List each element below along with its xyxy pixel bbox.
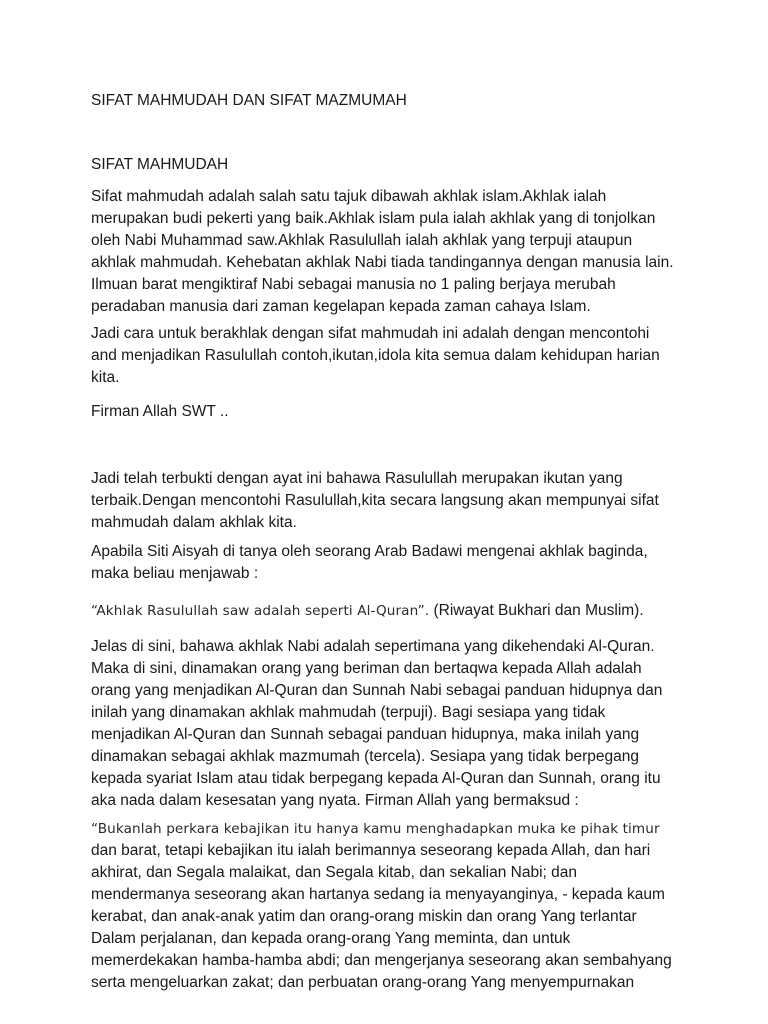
quote-text: “Akhlak Rasulullah saw adalah seperti Al-Quran”. (91, 603, 430, 619)
paragraph-line: merupakan budi pekerti yang baik.Akhlak islam pula ialah akhlak yang di tonjolkan (91, 210, 656, 227)
paragraph-line: peradaban manusia dari zaman kegelapan kepada zaman cahaya Islam. (91, 298, 591, 315)
paragraph-line: Maka di sini, dinamakan orang yang beriman dan bertaqwa kepada Allah adalah (91, 660, 642, 677)
paragraph-line: Dalam perjalanan, dan kepada orang-orang Yang meminta, dan untuk (91, 930, 571, 947)
paragraph-line: menjadikan Al-Quran dan Sunnah sebagai panduan hidupnya, maka inilah yang (91, 726, 640, 743)
paragraph-line: Jadi telah terbukti dengan ayat ini bahawa Rasulullah merupakan ikutan yang (91, 470, 623, 487)
paragraph-line: terbaik.Dengan mencontohi Rasulullah,kita secara langsung akan mempunyai sifat (91, 492, 659, 509)
paragraph-line: and menjadikan Rasulullah contoh,ikutan,idola kita semua dalam kehidupan harian (91, 347, 660, 364)
paragraph-line: dinamakan sebagai akhlak mazmumah (tercela). Sesiapa yang tidak berpegang (91, 748, 639, 765)
paragraph-line: kepada syariat Islam atau tidak berpegang kepada Al-Quran dan Sunnah, orang itu (91, 770, 661, 787)
paragraph-line: maka beliau menjawab : (91, 565, 259, 582)
paragraph-line: orang yang menjadikan Al-Quran dan Sunnah Nabi sebagai panduan hidupnya dan (91, 682, 663, 699)
paragraph-line: memerdekakan hamba-hamba abdi; dan mengerjanya seseorang akan sembahyang (91, 952, 672, 969)
paragraph-line: Apabila Siti Aisyah di tanya oleh seorang Arab Badawi mengenai akhlak baginda, (91, 543, 648, 560)
document-title: SIFAT MAHMUDAH DAN SIFAT MAZMUMAH (91, 92, 407, 109)
quote-aisyah (91, 600, 644, 622)
paragraph-line: kita. (91, 369, 120, 386)
paragraph-line: dan barat, tetapi kebajikan itu ialah berimannya seseorang kepada Allah, dan hari (91, 842, 651, 859)
paragraph-line: serta mengeluarkan zakat; dan perbuatan orang-orang Yang menyempurnakan (91, 974, 635, 991)
paragraph-line: kerabat, dan anak-anak yatim dan orang-orang miskin dan orang Yang terlantar (91, 908, 637, 925)
quote-ayat-first-line: “Bukanlah perkara kebajikan itu hanya kamu menghadapkan muka ke pihak timur (91, 821, 660, 837)
paragraph-line: Ilmuan barat mengiktiraf Nabi sebagai manusia no 1 paling berjaya merubah (91, 276, 616, 293)
paragraph-line: oleh Nabi Muhammad saw.Akhlak Rasulullah ialah akhlak yang terpuji ataupun (91, 232, 633, 249)
paragraph-line: mahmudah dalam akhlak kita. (91, 514, 297, 531)
quote-source: (Riwayat Bukhari dan Muslim). (429, 602, 644, 619)
paragraph-line: Sifat mahmudah adalah salah satu tajuk dibawah akhlak islam.Akhlak ialah (91, 188, 607, 205)
paragraph-line: akhirat, dan Segala malaikat, dan Segala kitab, dan sekalian Nabi; dan (91, 864, 577, 881)
paragraph-line: mendermanya seseorang akan hartanya sedang ia menyayanginya, - kepada kaum (91, 886, 665, 903)
section-heading: SIFAT MAHMUDAH (91, 156, 229, 173)
paragraph-line: akhlak mahmudah. Kehebatan akhlak Nabi tiada tandingannya dengan manusia lain. (91, 254, 674, 271)
paragraph-line: Jelas di sini, bahawa akhlak Nabi adalah sepertimana yang dikehendaki Al-Quran. (91, 638, 655, 655)
paragraph-line: inilah yang dinamakan akhlak mahmudah (terpuji). Bagi sesiapa yang tidak (91, 704, 606, 721)
firman-line: Firman Allah SWT .. (91, 403, 229, 420)
paragraph-line: Jadi cara untuk berakhlak dengan sifat mahmudah ini adalah dengan mencontohi (91, 325, 650, 342)
paragraph-line: aka nada dalam kesesatan yang nyata. Firman Allah yang bermaksud : (91, 792, 579, 809)
